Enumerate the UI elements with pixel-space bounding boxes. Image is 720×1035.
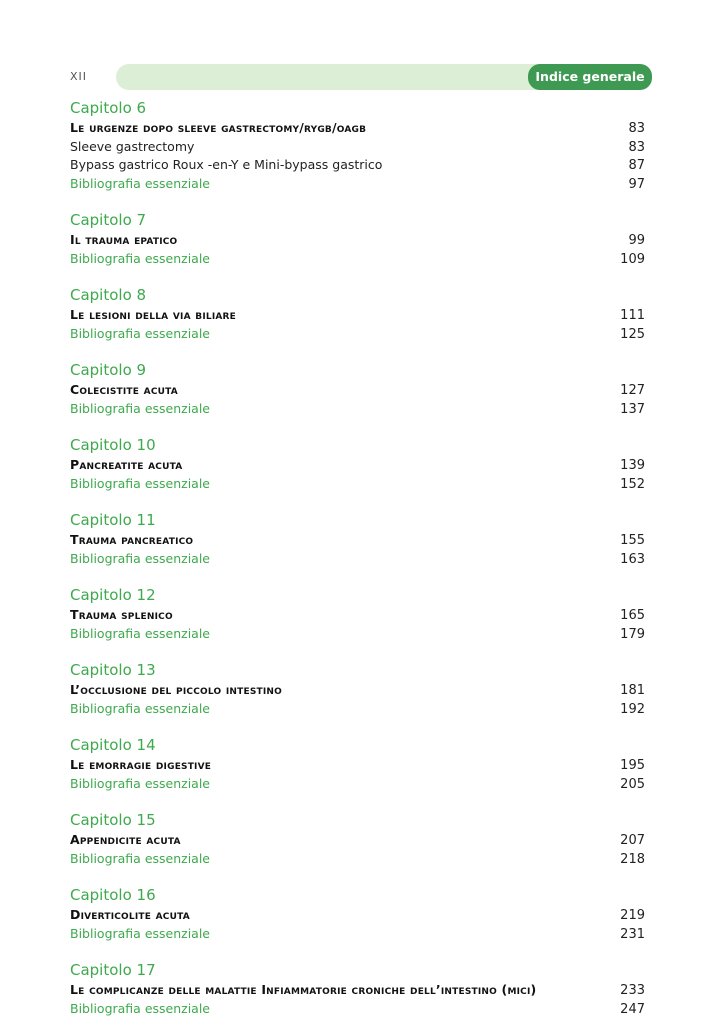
bibliography-entry	[70, 250, 645, 269]
chapter-title: Capitolo 12	[70, 586, 156, 604]
entry-label: Bibliografia essenziale	[70, 625, 211, 641]
chapter-section	[70, 885, 645, 943]
entry-page-number: 109	[620, 251, 645, 267]
chapter-section	[70, 285, 645, 343]
page-header	[0, 62, 720, 92]
toc-entry	[70, 681, 645, 700]
entry-label: Sleeve gastrectomy	[70, 138, 195, 154]
entry-label: Bypass gastrico Roux -en-Y e Mini-bypass gastrico	[70, 157, 383, 172]
entry-page-number: 127	[620, 383, 645, 398]
entry-page-number: 233	[620, 983, 645, 998]
entry-label: Appendicite acuta	[70, 832, 181, 847]
toc-entry	[70, 156, 645, 175]
chapter-section	[70, 510, 645, 568]
entry-page-number: 155	[620, 533, 645, 548]
entry-page-number: 137	[620, 401, 645, 417]
entry-page-number: 181	[620, 683, 645, 698]
chapter-title: Capitolo 6	[70, 99, 147, 117]
chapter-section	[70, 360, 645, 418]
entry-label: Trauma splenico	[70, 607, 173, 622]
entry-page-number: 231	[620, 926, 645, 942]
entry-page-number: 179	[620, 626, 645, 642]
entry-label: Bibliografia essenziale	[70, 925, 211, 941]
entry-label: Il trauma epatico	[70, 232, 178, 247]
chapter-title: Capitolo 11	[70, 511, 156, 529]
entry-label: Bibliografia essenziale	[70, 550, 211, 566]
toc-entry	[70, 906, 645, 925]
entry-page-number: 195	[620, 758, 645, 773]
entry-label: Diverticolite acuta	[70, 907, 190, 922]
chapter-title: Capitolo 14	[70, 736, 156, 754]
bibliography-entry	[70, 175, 645, 194]
toc-entry	[70, 119, 645, 138]
toc-entry	[70, 456, 645, 475]
entry-label: Bibliografia essenziale	[70, 850, 211, 866]
entry-label: Pancreatite acuta	[70, 457, 183, 472]
toc-entry	[70, 531, 645, 550]
bibliography-entry	[70, 475, 645, 494]
chapter-title: Capitolo 9	[70, 361, 147, 379]
entry-page-number: 192	[620, 701, 645, 717]
entry-label: Le lesioni della via biliare	[70, 307, 237, 322]
chapter-title: Capitolo 7	[70, 211, 147, 229]
entry-page-number: 111	[620, 308, 645, 323]
bibliography-entry	[70, 700, 645, 719]
entry-label: Bibliografia essenziale	[70, 1000, 211, 1016]
entry-page-number: 87	[628, 158, 645, 173]
entry-label: Bibliografia essenziale	[70, 775, 211, 791]
entry-page-number: 163	[620, 551, 645, 567]
toc-entry	[70, 831, 645, 850]
entry-label: L’occlusione del piccolo intestino	[70, 682, 282, 697]
entry-label: Bibliografia essenziale	[70, 700, 211, 716]
toc-entry	[70, 756, 645, 775]
bibliography-entry	[70, 400, 645, 419]
page-number: XII	[70, 70, 88, 83]
toc-entry	[70, 981, 645, 1000]
entry-page-number: 99	[628, 233, 645, 248]
chapter-title: Capitolo 13	[70, 661, 156, 679]
bibliography-entry	[70, 775, 645, 794]
chapter-title: Capitolo 8	[70, 286, 147, 304]
entry-label: Bibliografia essenziale	[70, 325, 211, 341]
chapter-title: Capitolo 17	[70, 961, 156, 979]
entry-label: Le complicanze delle malattie Infiammatorie croniche dell’intestino (mici)	[70, 982, 537, 997]
table-of-contents	[70, 98, 645, 1035]
entry-label: Colecistite acuta	[70, 382, 178, 397]
entry-label: Trauma pancreatico	[70, 532, 194, 547]
entry-label: Bibliografia essenziale	[70, 475, 211, 491]
entry-page-number: 125	[620, 326, 645, 342]
chapter-section	[70, 210, 645, 268]
chapter-section	[70, 810, 645, 868]
entry-page-number: 219	[620, 908, 645, 923]
entry-label: Le urgenze dopo sleeve gastrectomy/rygb/oagb	[70, 120, 367, 135]
entry-page-number: 165	[620, 608, 645, 623]
bibliography-entry	[70, 625, 645, 644]
chapter-section	[70, 735, 645, 793]
entry-label: Bibliografia essenziale	[70, 250, 211, 266]
entry-page-number: 207	[620, 833, 645, 848]
entry-page-number: 83	[628, 139, 645, 155]
bibliography-entry	[70, 925, 645, 944]
bibliography-entry	[70, 325, 645, 344]
entry-page-number: 218	[620, 851, 645, 867]
entry-page-number: 139	[620, 458, 645, 473]
toc-entry	[70, 306, 645, 325]
chapter-section	[70, 960, 645, 1018]
chapter-section	[70, 98, 645, 193]
section-tab: Indice generale	[528, 64, 652, 90]
entry-page-number: 97	[628, 176, 645, 192]
chapter-section	[70, 660, 645, 718]
entry-label: Le emorragie digestive	[70, 757, 212, 772]
toc-entry	[70, 138, 645, 157]
bibliography-entry	[70, 1000, 645, 1019]
bibliography-entry	[70, 850, 645, 869]
chapter-title: Capitolo 10	[70, 436, 156, 454]
bibliography-entry	[70, 550, 645, 569]
chapter-title: Capitolo 15	[70, 811, 156, 829]
chapter-section	[70, 585, 645, 643]
entry-page-number: 83	[628, 121, 645, 136]
entry-label: Bibliografia essenziale	[70, 400, 211, 416]
chapter-title: Capitolo 16	[70, 886, 156, 904]
entry-page-number: 247	[620, 1001, 645, 1017]
toc-entry	[70, 231, 645, 250]
toc-entry	[70, 606, 645, 625]
entry-page-number: 205	[620, 776, 645, 792]
entry-page-number: 152	[620, 476, 645, 492]
toc-entry	[70, 381, 645, 400]
entry-label: Bibliografia essenziale	[70, 175, 211, 191]
chapter-section	[70, 435, 645, 493]
